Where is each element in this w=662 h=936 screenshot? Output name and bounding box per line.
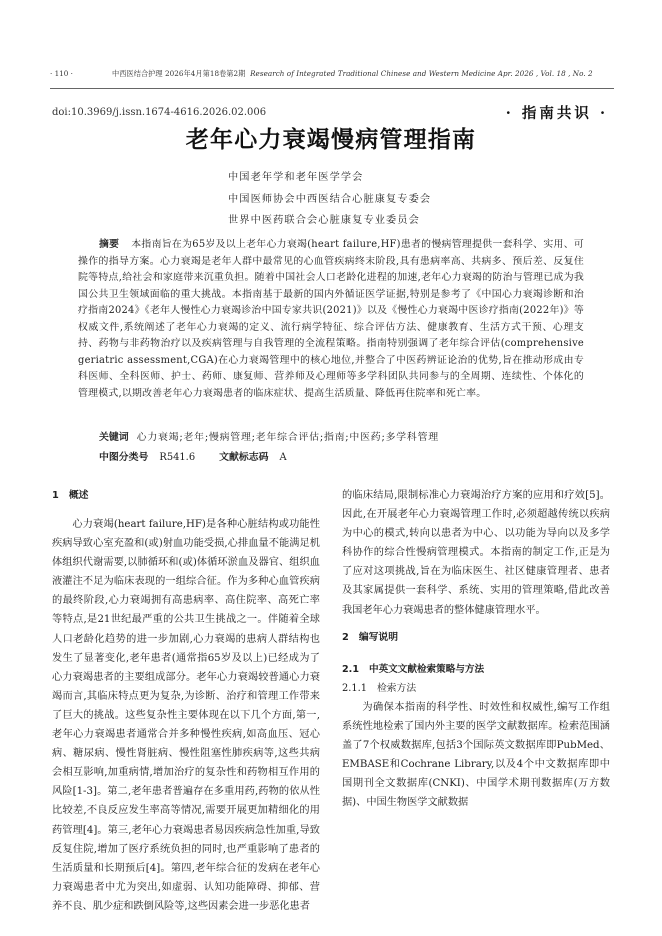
header-rule bbox=[50, 88, 614, 89]
body-paragraph-continued: 的临床结局,限制标准心力衰竭治疗方案的应用和疗效[5]。因此,在开展老年心力衰竭管理工作时,必须超越传统以疾病为中心的模式,转向以患者为中心、以功能为导向以及多学科协作的综合性慢病管理模式。本指南的制定工作,正是为了应对这项挑战,旨在为临床医生、社区健康管理者、患者及其家属提供一套科学、系统、实用的管理策略,借此改善我国老年心力衰竭患者的整体健康管理水平。 bbox=[342, 490, 610, 616]
section-heading bbox=[342, 628, 610, 648]
right-column bbox=[342, 486, 610, 812]
subsection-heading bbox=[342, 660, 610, 679]
running-head bbox=[50, 69, 614, 83]
page-number: · 110 · bbox=[50, 69, 73, 78]
body-paragraph: 心力衰竭(heart failure,HF)是各种心脏结构或功能性疾病导致心室充盈和(或)射血功能受损,心排血量不能满足机体组织代谢需要,以肺循环和(或)体循环淤血及器官、组织血液灌注不足为临床表现的一组综合征。作为多种心血管疾病的最终阶段,心力衰竭拥有高患病率、高住院率、高死亡率等特点,是21世纪最严重的公共卫生挑战之一。伴随着全球人口老龄化趋势的进一步加剧,心力衰竭的患病人群结构也发生了显著变化,老年患者(通常指65岁及以上)已经成为了心力衰竭患者的主要组成部分。老年心力衰竭较普通心力衰竭而言,其临床特点更为复杂,为诊断、治疗和管理工作带来了巨大的挑战。这些复杂性主要体现在以下几个方面,第一,老年心力衰竭患者通常合并多种慢性疾病,如高血压、冠心病、糖尿病、慢性肾脏病、慢性阻塞性肺疾病等,这些共病会相互影响,加重病情,增加治疗的复杂性和药物相互作用的风险[1-3]。第二,老年患者普遍存在多重用药,药物的依从性比较差,不良反应发生率高等情况,需要开展更加精细化的用药管理[4]。第三,老年心力衰竭患者易因疾病急性加重,导致反复住院,增加了医疗系统负担的同时,也严重影响了患者的生活质量和长期预后[4]。第四,老年综合征的发病在老年心力衰竭患者中尤为突出,如虚弱、认知功能障碍、抑郁、营养不良、肌少症和跌倒风险等,这些因素会进一步恶化患者 bbox=[52, 519, 320, 912]
section-heading bbox=[52, 486, 320, 506]
journal-name-en: Research of Integrated Traditional Chinese and Western Medicine Apr. 2026 , Vol. 18 , No. 2 bbox=[250, 69, 593, 78]
author-org: 世界中医药联合会心脏康复专业委员会 bbox=[228, 215, 420, 226]
doc-code-value: A bbox=[279, 452, 287, 463]
subsubsection-heading bbox=[342, 679, 610, 698]
keywords-label: 关键词 bbox=[99, 432, 129, 443]
abstract bbox=[78, 237, 584, 402]
keywords-text: 心力衰竭;老年;慢病管理;老年综合评估;指南;中医药;多学科管理 bbox=[136, 432, 439, 443]
doi: doi:10.3969/j.issn.1674-4616.2026.02.006 bbox=[52, 107, 267, 118]
journal-name-cn: 中西医结合护理 2026年4月第18卷第2期 bbox=[112, 69, 246, 78]
column-tag: · 指南共识 · bbox=[505, 105, 608, 122]
section-number: 1 bbox=[52, 490, 59, 501]
keywords bbox=[99, 429, 439, 443]
author-org: 中国老年学和老年医学学会 bbox=[228, 172, 364, 183]
section-title: 编写说明 bbox=[358, 631, 399, 643]
section-number: 2 bbox=[342, 631, 349, 643]
abstract-label: 摘要 bbox=[99, 239, 120, 250]
author-list bbox=[228, 167, 431, 232]
left-column bbox=[52, 486, 320, 916]
subsubsection-title: 检索方法 bbox=[376, 682, 417, 694]
subsection-number: 2.1 bbox=[342, 663, 359, 675]
subsection-title: 中英文文献检索策略与方法 bbox=[369, 663, 485, 675]
clc-label: 中图分类号 bbox=[99, 452, 149, 463]
journal-info bbox=[112, 69, 593, 79]
classification-line bbox=[99, 449, 287, 463]
section-title: 概述 bbox=[68, 490, 89, 501]
author-org: 中国医师协会中西医结合心脏康复专委会 bbox=[228, 193, 432, 205]
article-title: 老年心力衰竭慢病管理指南 bbox=[185, 126, 477, 153]
body-paragraph: 为确保本指南的科学性、时效性和权威性,编写工作组系统性地检索了国内外主要的医学文献数据库。检索范围涵盖了7个权威数据库,包括3个国际英文数据库即PubMed、EMBASE和Cochrane Library,以及4个中文数据库即中国期刊全文数据库(CNKI)、中国学术期刊数据库(万方数据)、中国生物医学文献数据 bbox=[342, 701, 610, 809]
clc-value: R541.6 bbox=[159, 452, 196, 463]
abstract-text: 本指南旨在为65岁及以上老年心力衰竭(heart failure,HF)患者的慢病管理提供一套科学、实用、可操作的指导方案。心力衰竭是老年人群中最常见的心血管疾病终末阶段,具有患病率高、共病多、预后差、反复住院等特点,给社会和家庭带来沉重负担。随着中国社会人口老龄化进程的加速,老年心力衰竭的防治与管理已成为我国公共卫生领域面临的重大挑战。本指南基于最新的国内外循证医学证据,特别是参考了《中国心力衰竭诊断和治疗指南2024》《老年人慢性心力衰竭诊治中国专家共识(2021)》以及《慢性心力衰竭中医诊疗指南(2022年)》等权威文件,系统阐述了老年心力衰竭的定义、流行病学特征、综合评估方法、健康教育、生活方式干预、心理支持、药物与非药物治疗以及疾病管理与自我管理的全流程策略。指南特别强调了老年综合评估(comprehensive geriatric assessment,CGA)在心力衰竭管理中的核心地位,并整合了中医药辨证论治的优势,旨在推动形成由专科医师、全科医师、护士、药师、康复师、营养师及心理师等多学科团队共同参与的全周期、连续性、个体化的管理模式,以期改善老年心力衰竭患者的临床症状、提高生活质量、降低再住院率和死亡率。 bbox=[78, 239, 584, 399]
subsubsection-number: 2.1.1 bbox=[342, 682, 367, 694]
doc-code-label: 文献标志码 bbox=[219, 452, 269, 463]
